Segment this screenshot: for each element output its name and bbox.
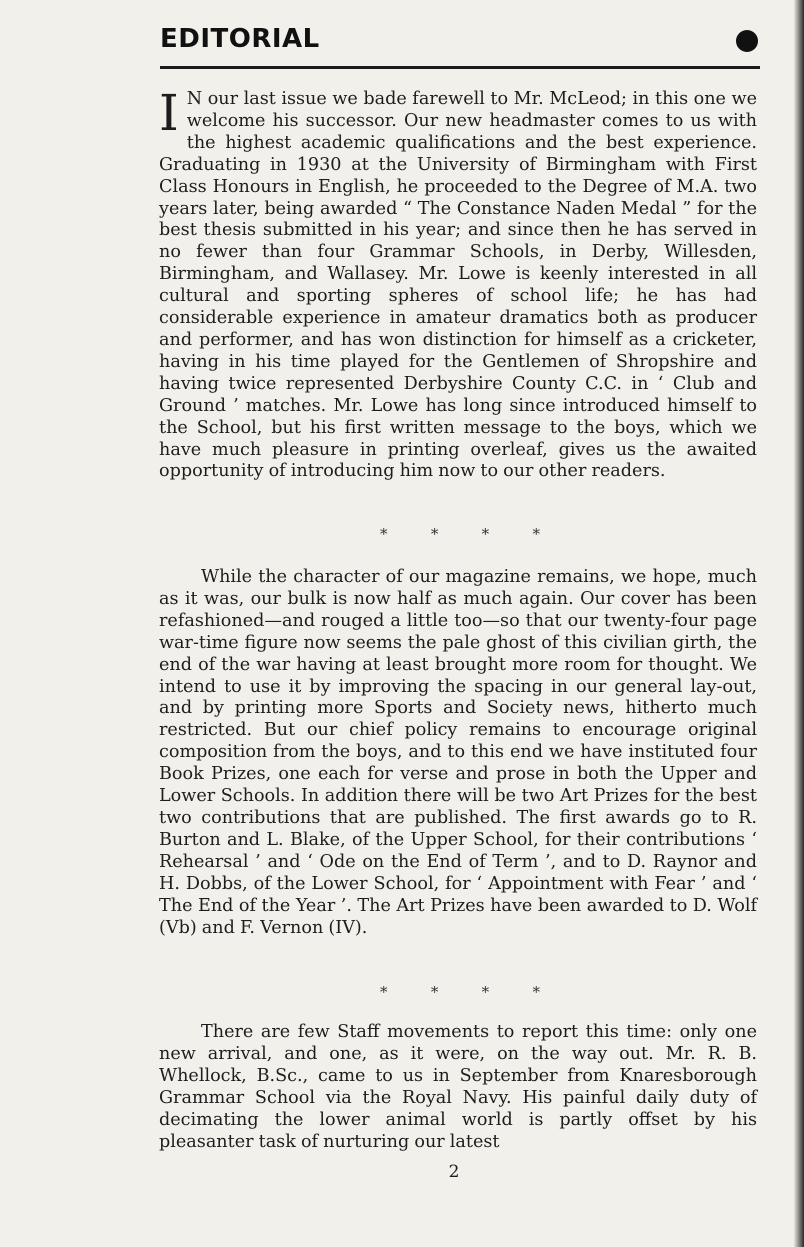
paragraph-headmaster bbox=[159, 84, 757, 483]
separator-star: * bbox=[430, 525, 439, 543]
separator-star: * bbox=[481, 983, 490, 1001]
drop-cap: I bbox=[159, 84, 179, 142]
separator-star: * bbox=[380, 983, 388, 1001]
paragraph-magazine: While the character of our magazine remains, we hope, much as it was, our bulk is now half as much again. Our cover has been refashioned—and rouged a little too—so that our twenty-four page war-time figure now seems the pale ghost of this civilian girth, the end of the war having at least brought more room for thought. We intend to use it by improving the spacing in our general lay-out, and by printing more Sports and Society news, hitherto much restricted. But our chief policy remains to encourage original composition from the boys, and to this end we have instituted four Book Prizes, one each for verse and prose in both the Upper and Lower Schools. In addition there will be two Art Prizes for the best two contributions that are published. The first awards go to R. Burton and L. Blake, of the Upper School, for their contributions ‘ Rehearsal ’ and ‘ Ode on the End of Term ’, and to D. Raynor and H. Dobbs, of the Lower School, for ‘ Appointment with Fear ’ and ‘ The End of the Year ’. The Art Prizes have been awarded to D. Wolf (Vb) and F. Vernon (IV). bbox=[159, 567, 757, 938]
separator-star: * bbox=[430, 983, 439, 1001]
separator-star: * bbox=[532, 983, 540, 1001]
separator-star: * bbox=[380, 525, 388, 543]
editorial-header bbox=[160, 18, 760, 69]
separator-star: * bbox=[481, 525, 490, 543]
paragraph-text: N our last issue we bade farewell to Mr. McLeod; in this one we welcome his successor. Our new headmaster comes to us with the highest academic qualifications and the best experience. Graduating in 1930 at the University of Birmingham with First Class Honours in English, he proceeded to the Degree of M.A. two years later, being awarded “ The Constance Naden Medal ” for the best thesis submitted in his year; and since then he has served in no fewer than four Grammar Schools, in Derby, Willesden, Birmingham, and Wallasey. Mr. Lowe is keenly interested in all cultural and sporting spheres of school life; he has had considerable experience in amateur dramatics both as producer and performer, and has won distinction for himself as a cricketer, having in his time played for the Gentlemen of Shropshire and having twice represented Derbyshire County C.C. in ‘ Club and Ground ’ matches. Mr. Lowe has long since introduced himself to the School, but his first written message to the boys, which we have much pleasure in printing overleaf, gives us the awaited opportunity of introducing him now to our other readers. bbox=[159, 89, 757, 482]
section-title: EDITORIAL bbox=[160, 24, 320, 54]
section-separator bbox=[380, 983, 540, 1001]
section-separator bbox=[380, 525, 540, 543]
page-number: 2 bbox=[448, 1162, 460, 1182]
page-edge-shadow bbox=[794, 0, 804, 1247]
paragraph-staff: There are few Staff movements to report this time: only one new arrival, and one, as it were, on the way out. Mr. R. B. Whellock, B.Sc., came to us in September from Knaresborough Grammar School via the Royal Navy. His painful daily duty of decimating the lower animal world is partly offset by his pleasanter task of nurturing our latest bbox=[159, 1022, 757, 1152]
separator-star: * bbox=[532, 525, 540, 543]
bullet-dot-icon bbox=[736, 30, 758, 52]
